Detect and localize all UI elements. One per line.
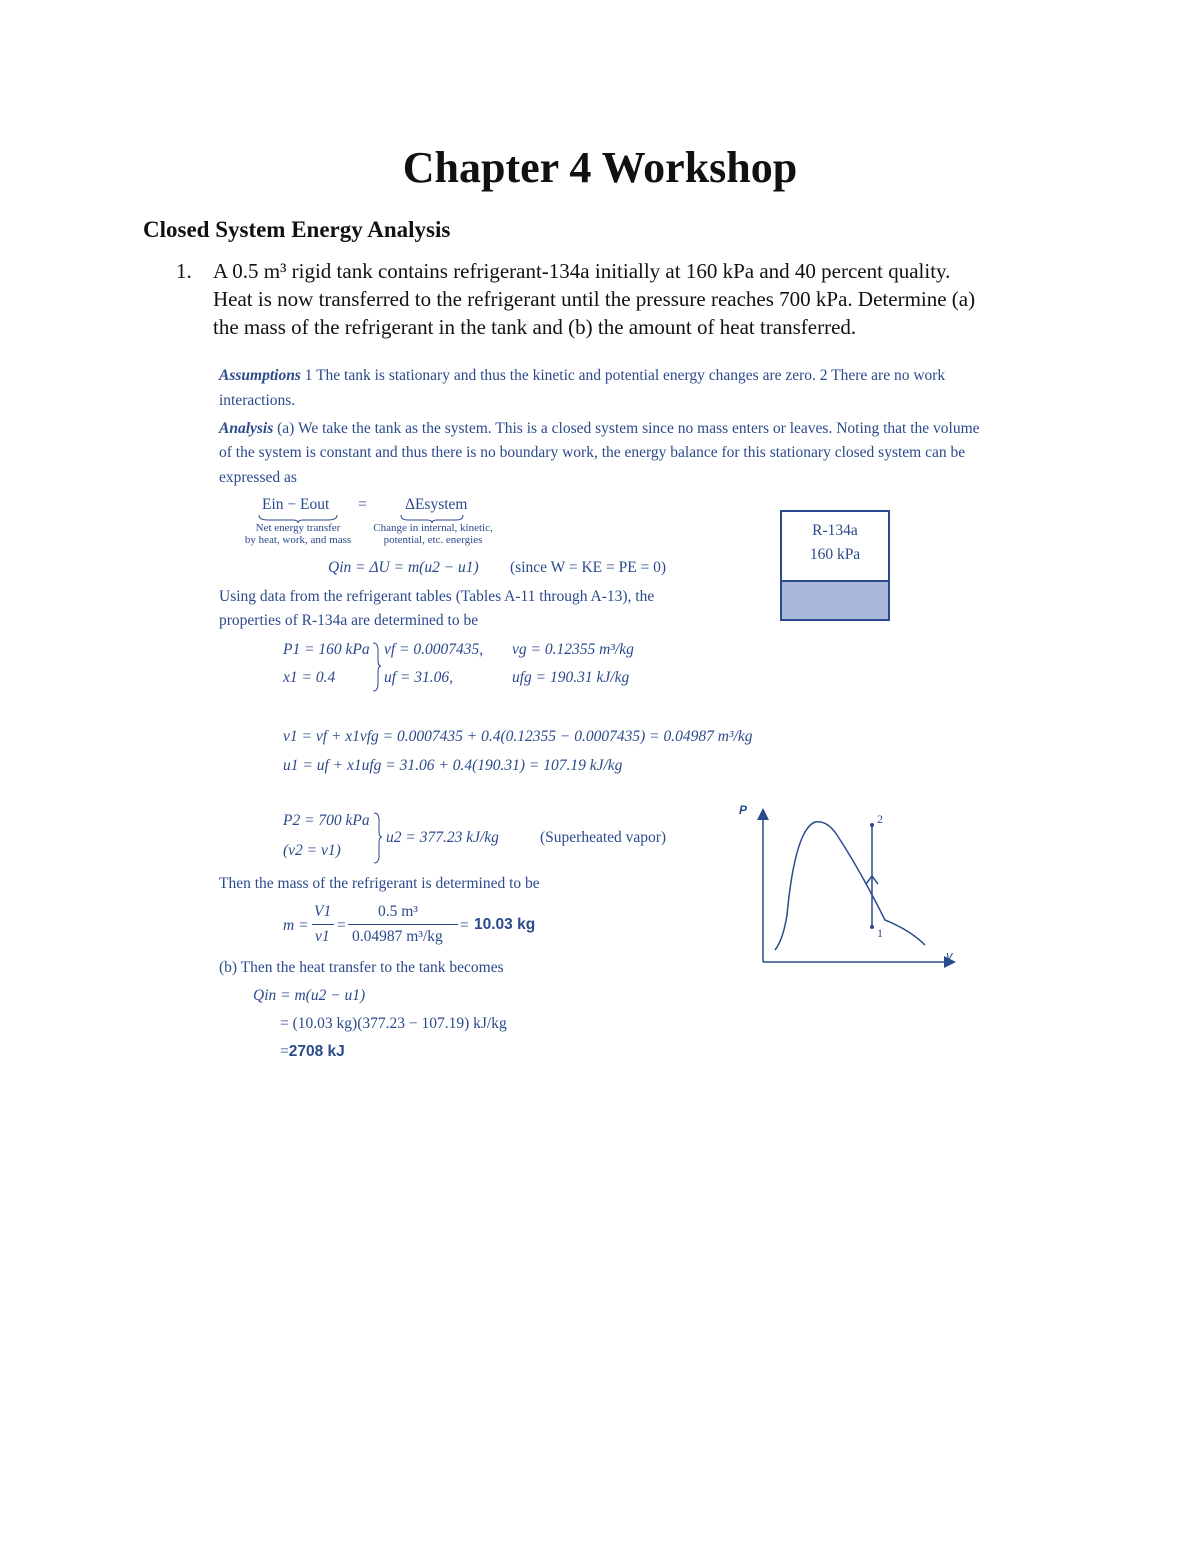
- assumptions-line-2: interactions.: [219, 392, 296, 409]
- state1-quality: x1 = 0.4: [283, 669, 336, 686]
- energy-system-change: ΔEsystem: [405, 496, 468, 513]
- state-point-1: [870, 925, 874, 929]
- analysis-label: Analysis: [219, 420, 274, 437]
- state1-vg: vg = 0.12355 m³/kg: [512, 641, 634, 658]
- tank-label-substance: R-134a: [812, 522, 858, 539]
- rhs-note: [370, 522, 496, 546]
- tables-line-1: Using data from the refrigerant tables (Tables A-11 through A-13), the: [219, 588, 655, 605]
- mass-equals-1: =: [337, 917, 346, 934]
- state1-ufg: ufg = 190.31 kJ/kg: [512, 669, 630, 686]
- lhs-note: [238, 522, 358, 546]
- since-note: (since W = KE = PE = 0): [510, 559, 667, 576]
- heat-equation-2: = (10.03 kg)(377.23 − 107.19) kJ/kg: [280, 1015, 507, 1032]
- v-axis-label: v: [946, 948, 953, 963]
- mass-symbol: m =: [283, 917, 309, 934]
- qin-equation: Qin = ΔU = m(u2 − u1): [328, 559, 479, 576]
- tank-label-pressure: 160 kPa: [809, 546, 861, 563]
- energy-balance-equals: =: [358, 496, 367, 513]
- tables-line-2: properties of R-134a are determined to be: [219, 612, 479, 629]
- mass-num-symbol: V1: [314, 903, 332, 920]
- pv-diagram: [735, 800, 965, 970]
- v1-equation: v1 = vf + x1vfg = 0.0007435 + 0.4(0.12355 − 0.0007435) = 0.04987 m³/kg: [283, 728, 753, 745]
- analysis-line-2: of the system is constant and thus there is no boundary work, the energy balance for this stationary closed system can be: [219, 444, 966, 461]
- mass-equals-2: =: [460, 917, 469, 934]
- heat-equation-3: [280, 1043, 345, 1061]
- state1-vf: vf = 0.0007435,: [384, 641, 484, 658]
- point-1-label: 1: [877, 926, 883, 940]
- heat-intro: (b) Then the heat transfer to the tank becomes: [219, 959, 504, 976]
- mass-num-value: 0.5 m³: [378, 903, 418, 920]
- section-heading: Closed System Energy Analysis: [143, 217, 451, 242]
- analysis-line-1: [219, 420, 980, 438]
- u1-equation: u1 = uf + x1ufg = 31.06 + 0.4(190.31) = 107.19 kJ/kg: [283, 757, 623, 774]
- mass-intro: Then the mass of the refrigerant is determined to be: [219, 875, 540, 892]
- saturation-dome: [775, 822, 925, 950]
- analysis-text: (a) We take the tank as the system. This is a closed system since no mass enters or leaves. Noting that the volume: [277, 420, 980, 437]
- energy-in-out: Ein − Eout: [262, 496, 330, 513]
- rhs-note-line-2: potential, etc. energies: [383, 534, 483, 546]
- state2-volume: (v2 = v1): [283, 842, 341, 859]
- state-point-2: [870, 823, 874, 827]
- heat-equation-1: Qin = m(u2 − u1): [253, 987, 366, 1004]
- state2-u2: u2 = 377.23 kJ/kg: [386, 829, 499, 846]
- state1-uf: uf = 31.06,: [384, 669, 454, 686]
- page-title: Chapter 4 Workshop: [402, 143, 798, 192]
- state2-pressure: P2 = 700 kPa: [283, 812, 370, 829]
- assumptions-text: 1 The tank is stationary and thus the kinetic and potential energy changes are zero. 2 There are no work: [304, 367, 946, 384]
- lhs-note-line-1: Net energy transfer: [255, 522, 341, 534]
- assumptions-label: Assumptions: [219, 367, 301, 384]
- point-2-label: 2: [877, 812, 883, 826]
- assumptions-line-1: [219, 367, 945, 385]
- heat-equals: =: [280, 1043, 289, 1060]
- state2-brace: [373, 812, 383, 864]
- tank-figure: [780, 510, 890, 621]
- rhs-note-line-1: Change in internal, kinetic,: [373, 522, 493, 534]
- heat-result: 2708 kJ: [288, 1043, 345, 1060]
- mass-result: 10.03 kg: [474, 916, 536, 933]
- problem-text-line-3: the mass of the refrigerant in the tank and (b) the amount of heat transferred.: [213, 315, 857, 339]
- p-axis-label: P: [739, 803, 748, 817]
- problem-number: 1.: [176, 259, 192, 283]
- analysis-line-3: expressed as: [219, 469, 297, 486]
- mass-fraction-bar-2: [348, 924, 458, 925]
- state1-pressure: P1 = 160 kPa: [283, 641, 370, 658]
- mass-fraction-bar-1: [312, 924, 334, 925]
- state1-brace: [372, 642, 382, 692]
- lhs-note-line-2: by heat, work, and mass: [244, 534, 352, 546]
- mass-den-symbol: v1: [315, 928, 330, 945]
- mass-den-value: 0.04987 m³/kg: [352, 928, 443, 945]
- state2-note: (Superheated vapor): [540, 829, 667, 846]
- problem-text-line-1: A 0.5 m³ rigid tank contains refrigerant-134a initially at 160 kPa and 40 percent quality.: [213, 259, 951, 283]
- problem-text-line-2: Heat is now transferred to the refrigerant until the pressure reaches 700 kPa. Determine (a): [213, 287, 976, 311]
- tank-liquid: [782, 580, 888, 619]
